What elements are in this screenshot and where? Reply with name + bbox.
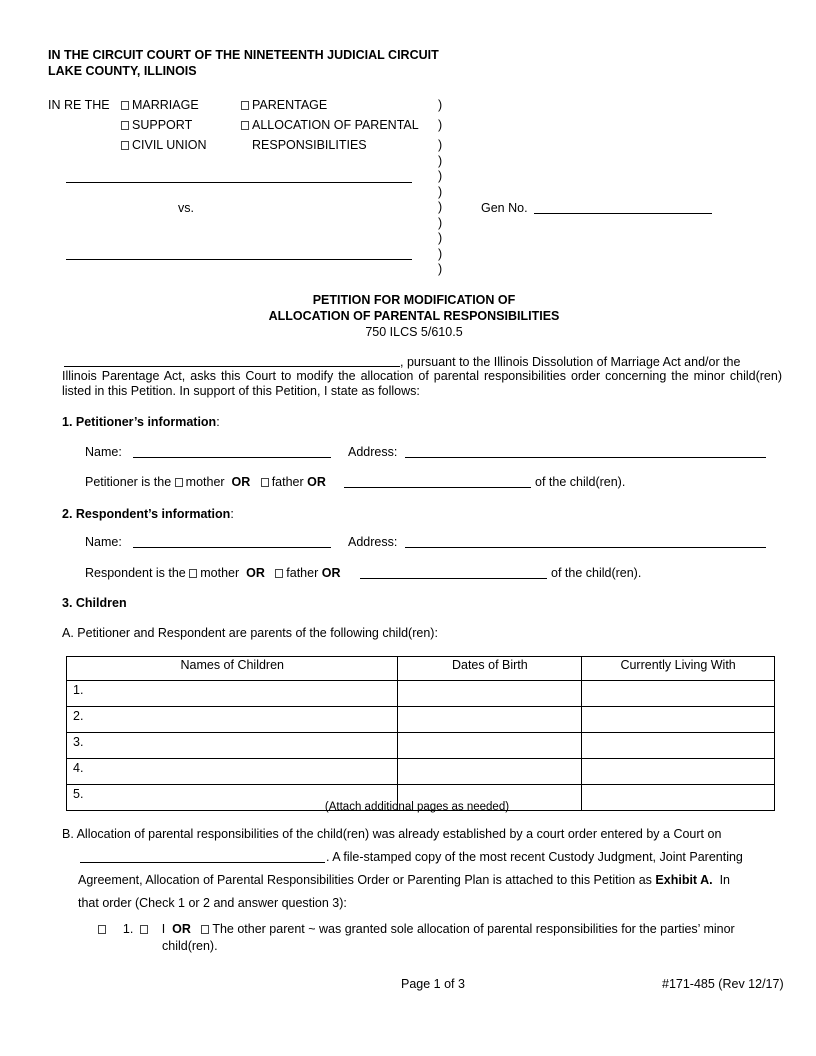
- checkbox-respondent-mother[interactable]: [189, 569, 197, 578]
- petitioner-address-label: Address:: [348, 445, 398, 459]
- checkbox-respondent-father[interactable]: [275, 569, 283, 578]
- child-dob-cell[interactable]: [398, 707, 582, 733]
- title-line2: ALLOCATION OF PARENTAL RESPONSIBILITIES: [268, 309, 560, 323]
- child-name-cell[interactable]: 3.: [67, 733, 398, 759]
- col-dates-of-birth: Dates of Birth: [398, 657, 582, 681]
- petitioner-role-suffix: of the child(ren).: [535, 475, 626, 489]
- col-currently-living-with: Currently Living With: [582, 657, 775, 681]
- checkbox-support[interactable]: SUPPORT: [121, 118, 192, 132]
- checkbox-item1-i[interactable]: [140, 925, 148, 934]
- order-date-field[interactable]: [80, 862, 325, 863]
- statute: 750 ILCS 5/610.5: [365, 325, 463, 339]
- title-line1: PETITION FOR MODIFICATION OF: [312, 293, 516, 307]
- checkbox-item1-other-parent[interactable]: [201, 925, 209, 934]
- exhibit-a-label: Exhibit A.: [655, 873, 713, 887]
- section3-heading: 3. Children: [62, 596, 127, 610]
- checkbox-icon: [121, 121, 129, 130]
- caption-paren: ): [438, 231, 443, 245]
- caption-paren: ): [438, 154, 443, 168]
- attach-note: (Attach additional pages as needed): [324, 801, 510, 813]
- petitioner-party-line[interactable]: [66, 182, 412, 183]
- checkbox-allocation[interactable]: ALLOCATION OF PARENTAL: [241, 118, 419, 132]
- caption-paren: ): [438, 169, 443, 183]
- respondent-party-line[interactable]: [66, 259, 412, 260]
- child-name-cell[interactable]: 5.: [67, 785, 398, 811]
- respondent-role-row: Respondent is the mother OR father OR: [85, 566, 341, 580]
- petitioner-name-input[interactable]: [133, 457, 331, 458]
- respondent-name-label: Name:: [85, 535, 122, 549]
- child-living-with-cell[interactable]: [582, 707, 775, 733]
- caption-paren: ): [438, 200, 443, 214]
- section3-b-line4: that order (Check 1 or 2 and answer question 3):: [78, 896, 347, 910]
- child-name-cell[interactable]: 1.: [67, 681, 398, 707]
- page-number: Page 1 of 3: [401, 977, 465, 991]
- respondent-address-label: Address:: [348, 535, 398, 549]
- caption-paren: ): [438, 185, 443, 199]
- petitioner-other-role-input[interactable]: [344, 487, 531, 488]
- section1-heading: 1. Petitioner’s information:: [62, 415, 220, 429]
- table-row: [67, 759, 775, 785]
- gen-no-label: Gen No.: [481, 201, 528, 215]
- petitioner-name-field[interactable]: [64, 366, 400, 367]
- table-row: [67, 733, 775, 759]
- item1-continued: child(ren).: [162, 939, 218, 953]
- checkbox-petitioner-father[interactable]: [261, 478, 269, 487]
- section3-b-line3: Agreement, Allocation of Parental Responsibilities Order or Parenting Plan is attached to this Petition as Exhibit A. In: [78, 873, 730, 887]
- item1-row: 1. I OR The other parent ~ was granted sole allocation of parental responsibilities for the parties’ minor: [98, 922, 735, 936]
- section3-a-text: A. Petitioner and Respondent are parents of the following child(ren):: [62, 626, 438, 640]
- checkbox-civil-union[interactable]: CIVIL UNION: [121, 138, 207, 152]
- checkbox-petitioner-mother[interactable]: [175, 478, 183, 487]
- respondent-other-role-input[interactable]: [360, 578, 547, 579]
- caption-paren: ): [438, 118, 443, 132]
- caption-paren: ): [438, 247, 443, 261]
- checkbox-icon: [241, 101, 249, 110]
- vs-label: vs.: [178, 201, 194, 215]
- section3-b-line2: . A file-stamped copy of the most recent Custody Judgment, Joint Parenting: [326, 850, 743, 864]
- table-row: [67, 681, 775, 707]
- gen-no-field[interactable]: [534, 213, 712, 214]
- child-living-with-cell[interactable]: [582, 681, 775, 707]
- checkbox-item1[interactable]: [98, 925, 106, 934]
- section3-b-line1: B. Allocation of parental responsibilities of the child(ren) was already established by a court order entered by a Court on: [62, 827, 722, 841]
- caption-paren: ): [438, 262, 443, 276]
- court-county: LAKE COUNTY, ILLINOIS: [48, 64, 197, 78]
- section2-heading: 2. Respondent’s information:: [62, 507, 234, 521]
- table-header-row: [67, 657, 775, 681]
- checkbox-parentage[interactable]: PARENTAGE: [241, 98, 327, 112]
- court-name: IN THE CIRCUIT COURT OF THE NINETEENTH JUDICIAL CIRCUIT: [48, 48, 439, 62]
- respondent-role-suffix: of the child(ren).: [551, 566, 642, 580]
- respondent-address-input[interactable]: [405, 547, 766, 548]
- caption-paren: ): [438, 138, 443, 152]
- caption-paren: ): [438, 216, 443, 230]
- children-table: [66, 656, 775, 811]
- child-name-cell[interactable]: 2.: [67, 707, 398, 733]
- child-living-with-cell[interactable]: [582, 759, 775, 785]
- checkbox-icon: [121, 101, 129, 110]
- child-dob-cell[interactable]: [398, 759, 582, 785]
- checkbox-icon: [121, 141, 129, 150]
- child-dob-cell[interactable]: [398, 681, 582, 707]
- child-living-with-cell[interactable]: [582, 733, 775, 759]
- petitioner-name-label: Name:: [85, 445, 122, 459]
- caption-paren: ): [438, 98, 443, 112]
- child-dob-cell[interactable]: [398, 733, 582, 759]
- intro-tail: , pursuant to the Illinois Dissolution of Marriage Act and/or the: [400, 355, 741, 369]
- allocation-continued: RESPONSIBILITIES: [252, 138, 367, 152]
- table-row: [67, 707, 775, 733]
- child-name-cell[interactable]: 4.: [67, 759, 398, 785]
- col-names-of-children: Names of Children: [67, 657, 398, 681]
- checkbox-marriage[interactable]: MARRIAGE: [121, 98, 199, 112]
- form-number: #171-485 (Rev 12/17): [662, 977, 784, 991]
- checkbox-icon: [241, 121, 249, 130]
- in-re-label: IN RE THE: [48, 98, 110, 112]
- intro-text: Illinois Parentage Act, asks this Court to modify the allocation of parental responsibilities order concerning the minor child(ren) listed in this Petition. In support of this Petition, I state as follows:: [62, 369, 782, 398]
- petitioner-role-row: Petitioner is the mother OR father OR: [85, 475, 326, 489]
- respondent-name-input[interactable]: [133, 547, 331, 548]
- petitioner-address-input[interactable]: [405, 457, 766, 458]
